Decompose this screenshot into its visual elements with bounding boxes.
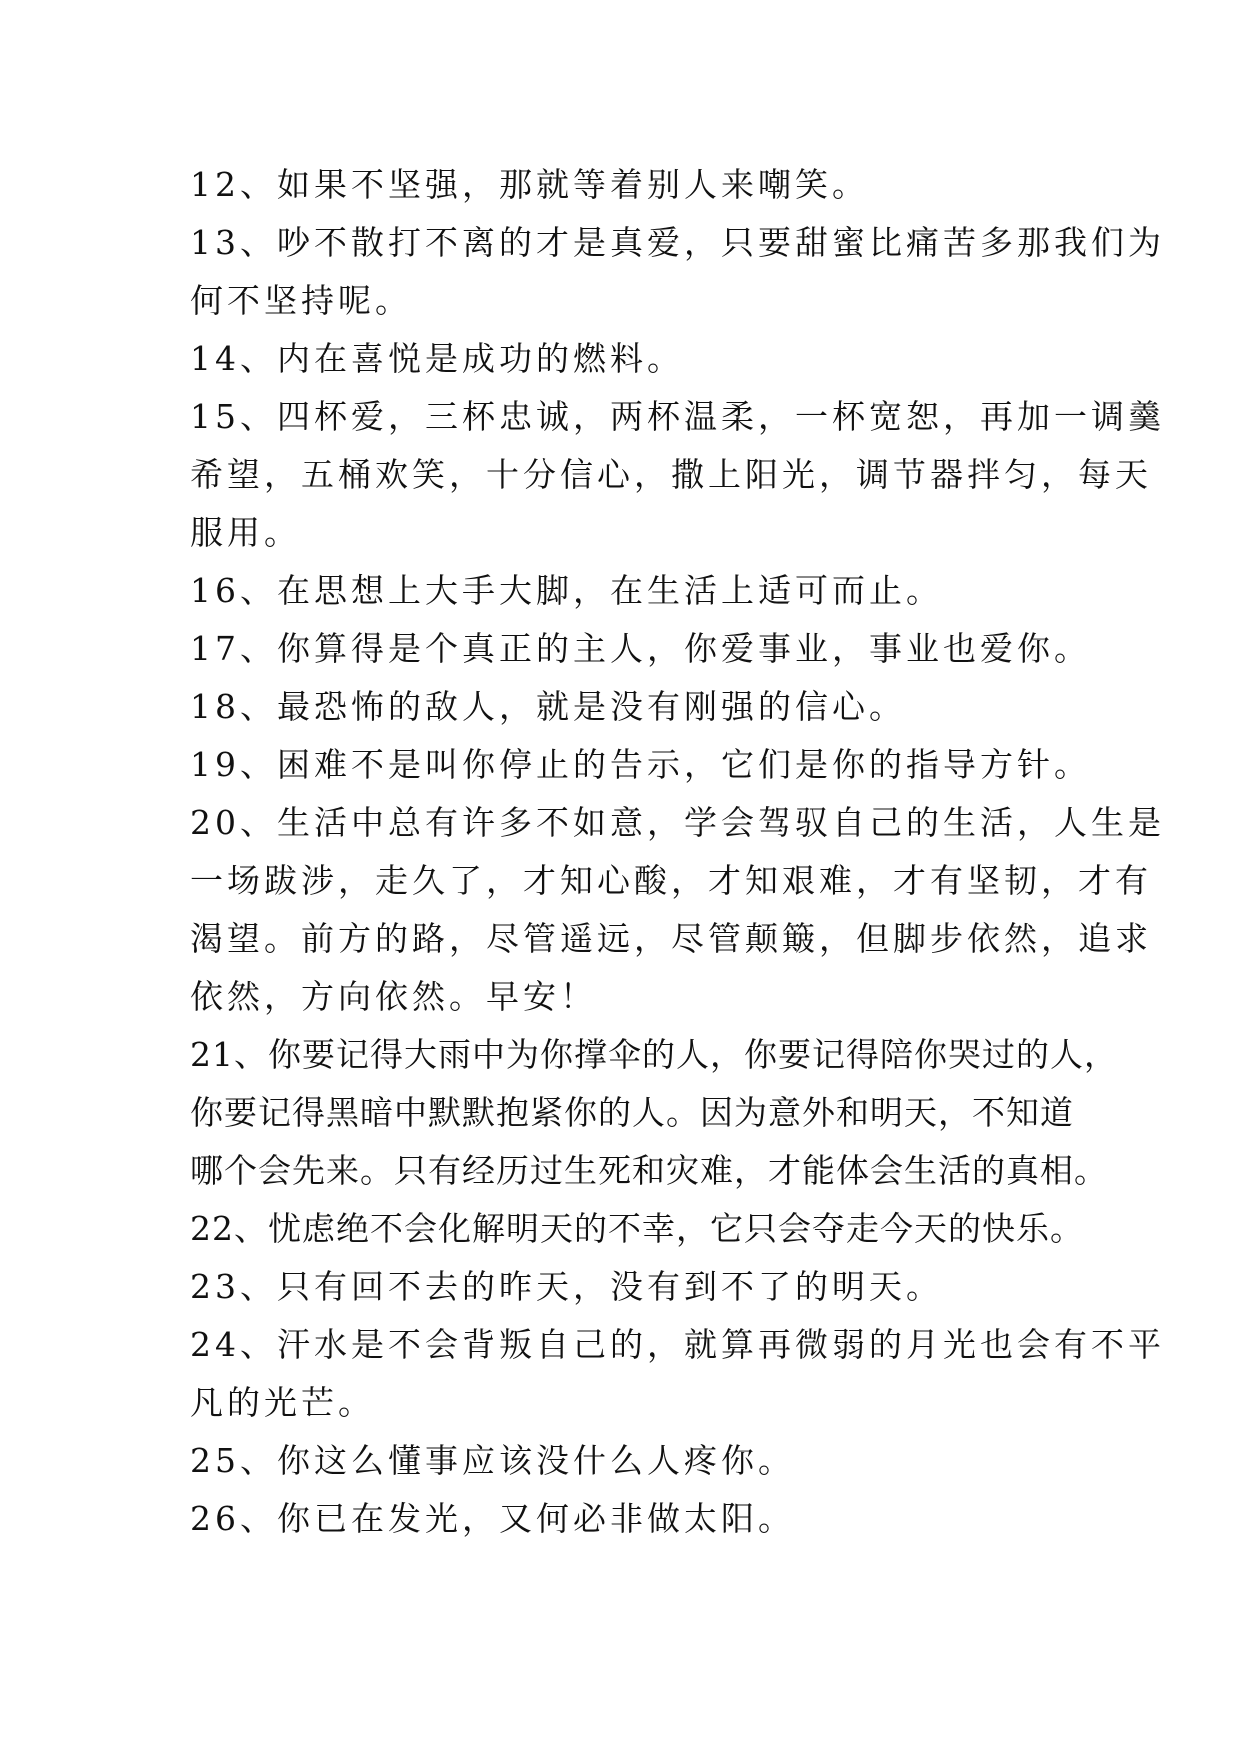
text-line-11: 19、困难不是叫你停止的告示，它们是你的指导方针。 <box>190 745 1091 784</box>
text-line-21: 24、汗水是不会背叛自己的，就算再微弱的月光也会有不平 <box>190 1325 1165 1364</box>
text-line-17: 你要记得黑暗中默默抱紧你的人。因为意外和明天，不知道 <box>190 1093 1074 1132</box>
text-line-13: 一场跋涉，走久了，才知心酸，才知艰难，才有坚韧，才有 <box>190 861 1152 900</box>
text-line-8: 16、在思想上大手大脚，在生活上适可而止。 <box>190 571 943 610</box>
text-line-2: 13、吵不散打不离的才是真爱，只要甜蜜比痛苦多那我们为 <box>190 223 1165 262</box>
text-line-6: 希望，五桶欢笑，十分信心，撒上阳光，调节器拌匀，每天 <box>190 455 1152 494</box>
text-line-14: 渴望。前方的路，尽管遥远，尽管颠簸，但脚步依然，追求 <box>190 919 1152 958</box>
text-line-12: 20、生活中总有许多不如意，学会驾驭自己的生活，人生是 <box>190 803 1165 842</box>
text-line-5: 15、四杯爱，三杯忠诚，两杯温柔，一杯宽恕，再加一调羹 <box>190 397 1165 436</box>
text-line-19: 22、忧虑绝不会化解明天的不幸，它只会夺走今天的快乐。 <box>190 1209 1084 1248</box>
text-line-24: 26、你已在发光，又何必非做太阳。 <box>190 1499 795 1538</box>
text-line-9: 17、你算得是个真正的主人，你爱事业，事业也爱你。 <box>190 629 1091 668</box>
text-line-7: 服用。 <box>190 513 301 552</box>
text-line-22: 凡的光芒。 <box>190 1383 375 1422</box>
text-line-15: 依然，方向依然。早安！ <box>190 977 597 1016</box>
text-line-10: 18、最恐怖的敌人，就是没有刚强的信心。 <box>190 687 906 726</box>
text-line-4: 14、内在喜悦是成功的燃料。 <box>190 339 684 378</box>
text-line-16: 21、你要记得大雨中为你撑伞的人，你要记得陪你哭过的人， <box>190 1035 1118 1074</box>
text-line-23: 25、你这么懂事应该没什么人疼你。 <box>190 1441 795 1480</box>
text-line-20: 23、只有回不去的昨天，没有到不了的明天。 <box>190 1267 943 1306</box>
text-line-1: 12、如果不坚强，那就等着别人来嘲笑。 <box>190 165 869 204</box>
document-body <box>190 156 1165 1548</box>
text-line-18: 哪个会先来。只有经历过生死和灾难，才能体会生活的真相。 <box>190 1151 1108 1190</box>
text-line-3: 何不坚持呢。 <box>190 281 412 320</box>
